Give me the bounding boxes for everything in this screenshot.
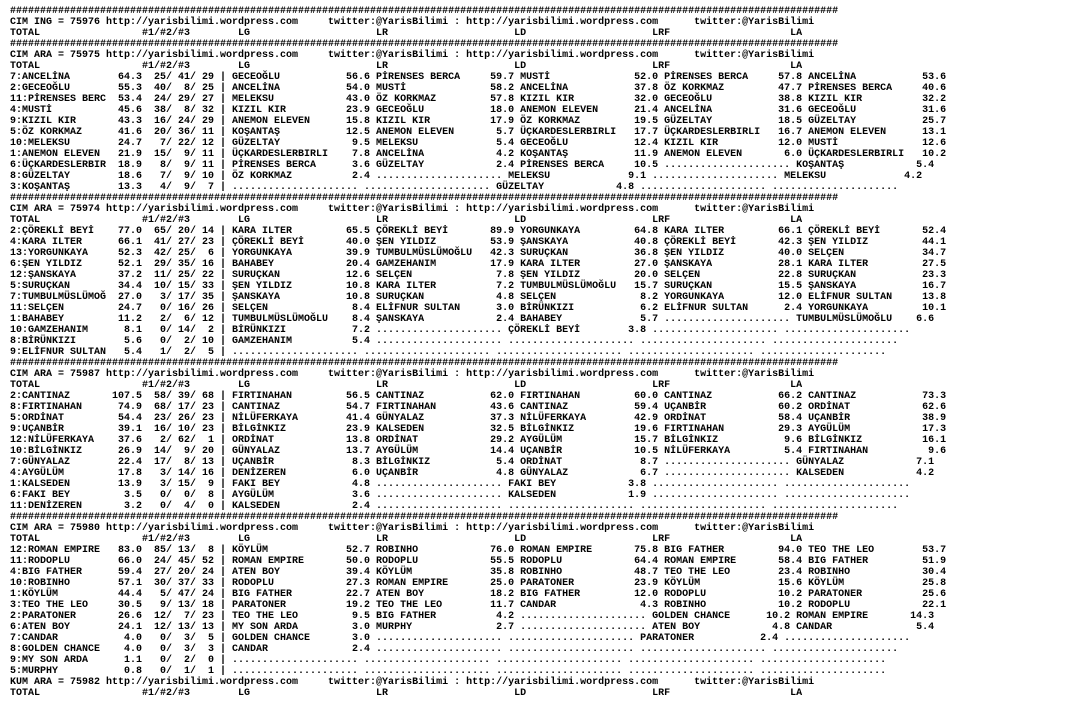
text-line: 12:ŞANSKAYA 37.2 11/ 25/ 22 | SURUÇKAN 12.6 SELÇEN 7.8 ŞEN YILDIZ 20.0 SELÇEN 22.8 SURUÇKAN 23.3 — [10, 270, 947, 281]
text-line: 1:KÖYLÜM 44.4 5/ 47/ 24 | BIG FATHER 22.7 ATEN BOY 18.2 BIG FATHER 12.0 RODOPLU 10.2 PARATONER 25.6 — [10, 589, 947, 600]
text-line: 5:SURUÇKAN 34.4 10/ 15/ 33 | ŞEN YILDIZ 10.8 KARA ILTER 7.2 TUMBULMÜSLÜMOĞLU 15.7 SURUÇKAN 15.5 ŞANSKAYA 16.7 — [10, 281, 947, 292]
text-line: TOTAL #1/#2/#3 LG LR LD LRF LA — [10, 380, 803, 391]
text-line: CIM ARA = 75980 http://yarisbilimi.wordpress.com twitter:@YarisBilimi : http://yarisbilimi.wordpress.com twitter:@YarisBilimi — [10, 523, 815, 534]
text-line: CIM ARA = 75974 http://yarisbilimi.wordpress.com twitter:@YarisBilimi : http://yarisbilimi.wordpress.com twitter:@YarisBilimi — [10, 204, 815, 215]
text-line: 8:BİRÜNKIZI 5.6 0/ 2/ 10 | GAMZEHANIM 5.4 ..................... ..................... ..................... ..................... — [10, 336, 899, 347]
text-line: 1:ANEMON ELEVEN 21.9 15/ 9/ 11 | ÜÇKARDESLERBIRLI 7.8 ANCELİNA 4.2 KOŞANTAŞ 11.9 ANEMON ELEVEN 6.0 ÜÇKARDESLERBIRLI 10.2 — [10, 149, 947, 160]
text-line: 8:GÜZELTAY 18.6 7/ 9/ 10 | ÖZ KORKMAZ 2.4 ..................... MELEKSU 9.1 ..................... MELEKSU 4.2 — [10, 171, 923, 182]
text-line: 10:BİLGİNKIZ 26.9 14/ 9/ 20 | GÜNYALAZ 13.7 AYGÜLÜM 14.4 UÇANBİR 10.5 NİLÜFERKAYA 5.4 FIRTINAHAN 9.6 — [10, 446, 947, 457]
text-line: 1:BAHABEY 11.2 2/ 6/ 12 | TUMBULMÜSLÜMOĞLU 8.4 ŞANSKAYA 2.4 BAHABEY 5.7 ..................... TUMBULMÜSLÜMOĞLU 6.6 — [10, 314, 935, 325]
text-line: ########################################################################################################################################## — [10, 358, 839, 369]
text-line: 6:ÜÇKARDESLERBIR 18.9 8/ 9/ 11 | PİRENSES BERCA 3.6 GÜZELTAY 2.4 PİRENSES BERCA 10.5 ..................... KOŞANTAŞ 5.4 — [10, 160, 935, 171]
text-line: 9:UÇANBİR 39.1 16/ 10/ 23 | BİLGİNKIZ 23.9 KALSEDEN 32.5 BİLGİNKIZ 19.6 FIRTINAHAN 29.3 AYGÜLÜM 17.3 — [10, 424, 947, 435]
text-line: 9:MY SON ARDA 1.1 0/ 2/ 0 | ..................... ..................... ..................... ..................... ..................... — [10, 655, 887, 666]
text-line: KUM ARA = 75982 http://yarisbilimi.wordpress.com twitter:@YarisBilimi : http://yarisbilimi.wordpress.com twitter:@YarisBilimi — [10, 677, 815, 688]
text-line: TOTAL #1/#2/#3 LG LR LD LRF LA — [10, 28, 803, 39]
text-line: ########################################################################################################################################## — [10, 6, 839, 17]
text-line: 11:DENİZEREN 3.2 0/ 4/ 0 | KALSEDEN 2.4 ..................... ..................... ..................... ..................... — [10, 501, 899, 512]
text-line: 5:MURPHY 0.8 0/ 1/ 1 | ..................... ..................... ..................... ..................... ..................... — [10, 666, 887, 677]
text-line: ########################################################################################################################################## — [10, 512, 839, 523]
text-line: 4:MUSTİ 45.6 38/ 8/ 32 | KIZIL KIR 23.9 GECEOĞLU 18.0 ANEMON ELEVEN 21.4 ANCELİNA 31.6 GECEOĞLU 31.6 — [10, 105, 947, 116]
text-line: CIM ARA = 75987 http://yarisbilimi.wordpress.com twitter:@YarisBilimi : http://yarisbilimi.wordpress.com twitter:@YarisBilimi — [10, 369, 815, 380]
text-line: 3:KOŞANTAŞ 13.3 4/ 9/ 7 | ..................... ..................... GÜZELTAY 4.8 ..................... ..................... — [10, 182, 899, 193]
text-line: 2:GECEOĞLU 55.3 40/ 8/ 25 | ANCELİNA 54.0 MUSTİ 58.2 ANCELİNA 37.8 ÖZ KORKMAZ 47.7 PİRENSES BERCA 40.6 — [10, 83, 947, 94]
text-line: 4:KARA ILTER 66.1 41/ 27/ 23 | ÇÖREKLİ BEYİ 40.0 ŞEN YILDIZ 53.9 ŞANSKAYA 40.8 ÇÖREKLİ BEYİ 42.3 ŞEN YILDIZ 44.1 — [10, 237, 947, 248]
text-line: ########################################################################################################################################## — [10, 39, 839, 50]
text-line: 10:GAMZEHANIM 8.1 0/ 14/ 2 | BİRÜNKIZI 7.2 ..................... ÇÖREKLİ BEYİ 3.8 ..................... ..................... — [10, 325, 911, 336]
text-line: 11:RODOPLU 66.0 24/ 45/ 52 | ROMAN EMPIRE 50.0 RODOPLU 55.5 RODOPLU 64.4 ROMAN EMPIRE 58.4 BIG FATHER 51.9 — [10, 556, 947, 567]
text-line: 7:CANDAR 4.0 0/ 3/ 5 | GOLDEN CHANCE 3.0 ..................... ..................... PARATONER 2.4 ..................... — [10, 633, 911, 644]
text-line: 6:ŞEN YILDIZ 52.1 29/ 35/ 16 | BAHABEY 20.4 GAMZEHANIM 17.9 KARA ILTER 27.0 ŞANSKAYA 28.1 KARA ILTER 27.5 — [10, 259, 947, 270]
text-line: 9:ELİFNUR SULTAN 5.4 1/ 2/ 5 | ..................... ..................... ..................... ..................... ..................... — [10, 347, 887, 358]
text-line: 4:BIG FATHER 59.4 27/ 20/ 24 | ATEN BOY 39.4 KÖYLÜM 35.8 ROBINHO 48.7 TEO THE LEO 23.4 ROBINHO 30.4 — [10, 567, 947, 578]
text-line: ########################################################################################################################################## — [10, 193, 839, 204]
text-line: 2:ÇÖREKLİ BEYİ 77.0 65/ 20/ 14 | KARA ILTER 65.5 ÇÖREKLİ BEYİ 89.9 YORGUNKAYA 64.8 KARA ILTER 66.1 ÇÖREKLİ BEYİ 52.4 — [10, 226, 947, 237]
text-line: 11:PİRENSES BERC 53.4 24/ 29/ 27 | MELEKSU 43.0 ÖZ KORKMAZ 57.8 KIZIL KIR 32.0 GECEOĞLU 38.8 KIZIL KIR 32.2 — [10, 94, 947, 105]
text-line: 3:TEO THE LEO 30.5 9/ 13/ 18 | PARATONER 19.2 TEO THE LEO 11.7 CANDAR 4.3 ROBINHO 10.2 RODOPLU 22.1 — [10, 600, 947, 611]
text-line: 13:YORGUNKAYA 52.3 42/ 25/ 6 | YORGUNKAYA 39.9 TUMBULMÜSLÜMOĞLU 42.3 SURUÇKAN 36.8 ŞEN YILDIZ 40.0 SELÇEN 34.7 — [10, 248, 947, 259]
text-line: 10:ROBINHO 57.1 30/ 37/ 33 | RODOPLU 27.3 ROMAN EMPIRE 25.0 PARATONER 23.9 KÖYLÜM 15.6 KÖYLÜM 25.8 — [10, 578, 947, 589]
text-line: TOTAL #1/#2/#3 LG LR LD LRF LA — [10, 688, 803, 699]
text-line: 5:ÖZ KORKMAZ 41.6 20/ 36/ 11 | KOŞANTAŞ 12.5 ANEMON ELEVEN 5.7 ÜÇKARDESLERBIRLI 17.7 ÜÇKARDESLERBIRLI 16.7 ANEMON ELEVEN 13.1 — [10, 127, 947, 138]
text-line: 1:KALSEDEN 13.9 3/ 15/ 9 | FAKI BEY 4.8 ..................... FAKI BEY 3.8 ..................... ..................... — [10, 479, 911, 490]
text-line: 12:NİLÜFERKAYA 37.6 2/ 62/ 1 | ORDİNAT 13.8 ORDİNAT 29.2 AYGÜLÜM 15.7 BİLGİNKIZ 9.6 BİLGİNKIZ 16.1 — [10, 435, 947, 446]
text-line: 2:PARATONER 26.6 12/ 7/ 23 | TEO THE LEO 9.5 BIG FATHER 4.2 ..................... GOLDEN CHANCE 10.2 ROMAN EMPIRE 14.3 — [10, 611, 935, 622]
text-line: 5:ORDİNAT 54.4 23/ 26/ 23 | NİLÜFERKAYA 41.4 GÜNYALAZ 37.3 NİLÜFERKAYA 42.9 ORDİNAT 58.4 UÇANBİR 38.9 — [10, 413, 947, 424]
text-line: CIM ING = 75976 http://yarisbilimi.wordpress.com twitter:@YarisBilimi : http://yarisbilimi.wordpress.com twitter:@YarisBilimi — [10, 17, 815, 28]
text-line: TOTAL #1/#2/#3 LG LR LD LRF LA — [10, 534, 803, 545]
text-line: 9:KIZIL KIR 43.3 16/ 24/ 29 | ANEMON ELEVEN 15.8 KIZIL KIR 17.9 ÖZ KORKMAZ 19.5 GÜZELTAY 18.5 GÜZELTAY 25.7 — [10, 116, 947, 127]
text-line: 4:AYGÜLÜM 17.8 3/ 14/ 16 | DENİZEREN 6.0 UÇANBİR 4.8 GÜNYALAZ 6.7 ..................... KALSEDEN 4.2 — [10, 468, 935, 479]
text-line: 2:CANTINAZ 107.5 58/ 39/ 68 | FIRTINAHAN 56.5 CANTINAZ 62.0 FIRTINAHAN 60.0 CANTINAZ 66.2 CANTINAZ 73.3 — [10, 391, 947, 402]
text-line: 6:FAKI BEY 3.5 0/ 0/ 8 | AYGÜLÜM 3.6 ..................... KALSEDEN 1.9 ..................... ..................... — [10, 490, 911, 501]
text-line: CIM ARA = 75975 http://yarisbilimi.wordpress.com twitter:@YarisBilimi : http://yarisbilimi.wordpress.com twitter:@YarisBilimi — [10, 50, 815, 61]
text-line: 11:SELÇEN 24.7 0/ 16/ 26 | SELÇEN 8.4 ELİFNUR SULTAN 3.0 BİRÜNKIZI 6.2 ELİFNUR SULTAN 2.4 YORGUNKAYA 10.1 — [10, 303, 947, 314]
text-line: TOTAL #1/#2/#3 LG LR LD LRF LA — [10, 215, 803, 226]
text-line: 6:ATEN BOY 24.1 12/ 13/ 13 | MY SON ARDA 3.0 MURPHY 2.7 ..................... ATEN BOY 4.8 CANDAR 5.4 — [10, 622, 935, 633]
text-line: 10:MELEKSU 24.7 7/ 22/ 12 | GÜZELTAY 9.5 MELEKSU 5.4 GECEOĞLU 12.4 KIZIL KIR 12.0 MUSTİ 12.6 — [10, 138, 947, 149]
text-line: 8:GOLDEN CHANCE 4.0 0/ 3/ 3 | CANDAR 2.4 ..................... ..................... ..................... ..................... — [10, 644, 899, 655]
text-line: 7:ANCELİNA 64.3 25/ 41/ 29 | GECEOĞLU 56.6 PİRENSES BERCA 59.7 MUSTİ 52.0 PİRENSES BERCA 57.8 ANCELİNA 53.6 — [10, 72, 947, 83]
text-line: 7:TUMBULMÜSLÜMOĞ 27.0 3/ 17/ 35 | ŞANSKAYA 10.8 SURUÇKAN 4.8 SELÇEN 8.2 YORGUNKAYA 12.0 ELİFNUR SULTAN 13.8 — [10, 292, 947, 303]
text-line: 8:FIRTINAHAN 74.9 68/ 17/ 23 | CANTINAZ 54.7 FIRTINAHAN 43.6 CANTINAZ 59.4 UÇANBİR 60.2 ORDİNAT 62.6 — [10, 402, 947, 413]
text-line: TOTAL #1/#2/#3 LG LR LD LRF LA — [10, 61, 803, 72]
text-line: 12:ROMAN EMPIRE 83.0 85/ 13/ 8 | KÖYLÜM 52.7 ROBINHO 76.0 ROMAN EMPIRE 75.8 BIG FATHER 94.0 TEO THE LEO 53.7 — [10, 545, 947, 556]
text-line: 7:GÜNYALAZ 22.4 17/ 8/ 13 | UÇANBİR 8.3 BİLGİNKIZ 5.4 ORDİNAT 8.7 ..................... GÜNYALAZ 7.1 — [10, 457, 935, 468]
